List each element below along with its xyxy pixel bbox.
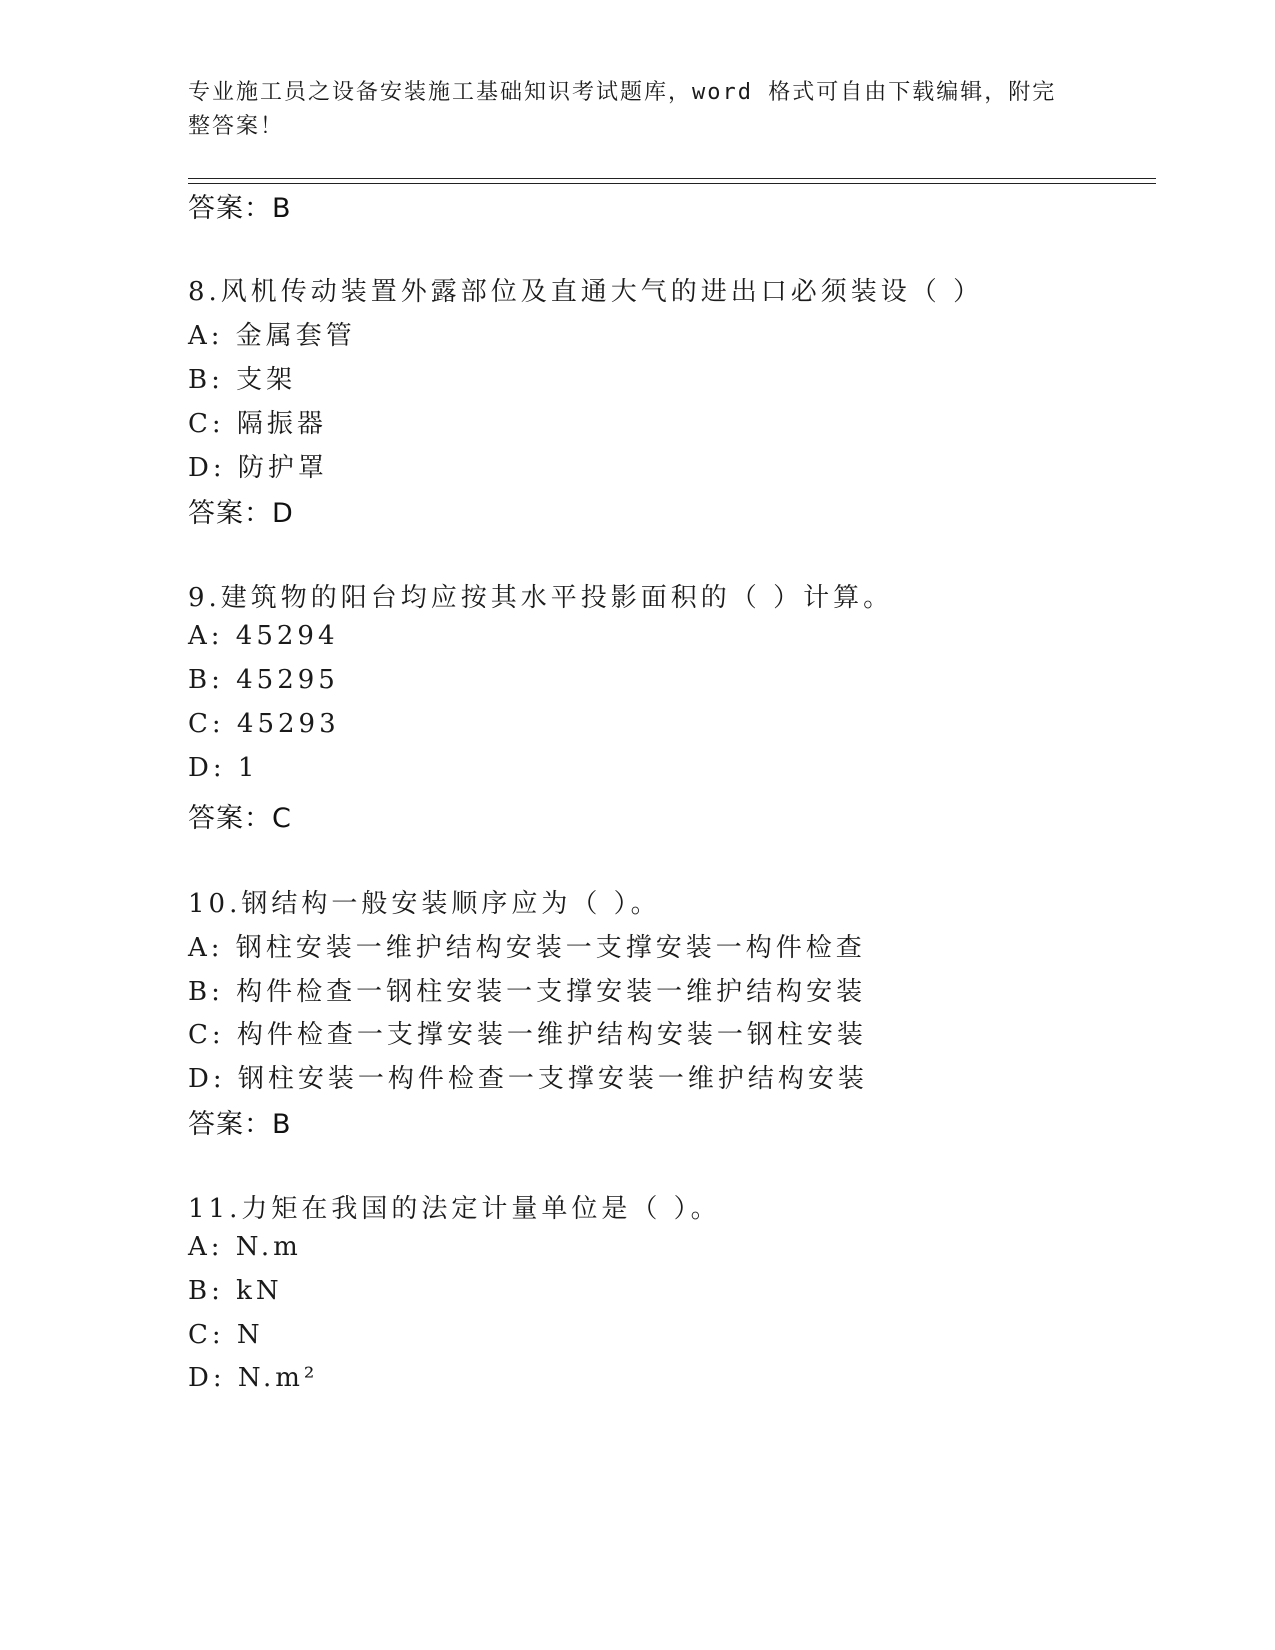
question-8-option-a: A: 金属套管 [188, 321, 356, 351]
question-11-option-d: D: N.m² [188, 1363, 319, 1393]
header-divider-bottom [188, 183, 1156, 184]
question-9-option-c: C: 45293 [188, 709, 340, 739]
question-11-option-c: C: N [188, 1320, 264, 1350]
document-header [188, 76, 1088, 144]
question-9-answer: 答案：C [188, 803, 292, 834]
question-8-option-b: B: 支架 [188, 365, 297, 395]
question-8-text: 8.风机传动装置外露部位及直通大气的进出口必须装设（ ） [188, 277, 984, 307]
question-8-option-c: C: 隔振器 [188, 409, 327, 439]
question-8-option-d: D: 防护罩 [188, 453, 328, 483]
question-10-option-a: A: 钢柱安装一维护结构安装一支撑安装一构件检查 [188, 933, 866, 963]
question-10-text: 10.钢结构一般安装顺序应为（ ）。 [188, 889, 661, 919]
question-11-text: 11.力矩在我国的法定计量单位是（ ）。 [188, 1194, 721, 1224]
question-9-option-b: B: 45295 [188, 665, 339, 695]
question-11-option-b: B: kN [188, 1276, 283, 1306]
question-10-option-d: D: 钢柱安装一构件检查一支撑安装一维护结构安装 [188, 1064, 868, 1094]
question-8-answer: 答案：D [188, 498, 294, 529]
question-10-option-c: C: 构件检查一支撑安装一维护结构安装一钢柱安装 [188, 1020, 867, 1050]
question-11-option-a: A: N.m [188, 1232, 302, 1262]
question-10-answer: 答案：B [188, 1109, 292, 1140]
previous-answer: 答案：B [188, 193, 292, 224]
question-9-option-a: A: 45294 [188, 621, 339, 651]
header-divider-top [188, 178, 1156, 179]
header-line-1: 专业施工员之设备安装施工基础知识考试题库，word 格式可自由下载编辑，附完 [188, 80, 1057, 105]
question-9-text: 9.建筑物的阳台均应按其水平投影面积的（ ）计算。 [188, 583, 894, 613]
question-9-option-d: D: 1 [188, 753, 259, 783]
header-line-2: 整答案！ [188, 114, 285, 139]
question-10-option-b: B: 构件检查一钢柱安装一支撑安装一维护结构安装 [188, 977, 867, 1007]
